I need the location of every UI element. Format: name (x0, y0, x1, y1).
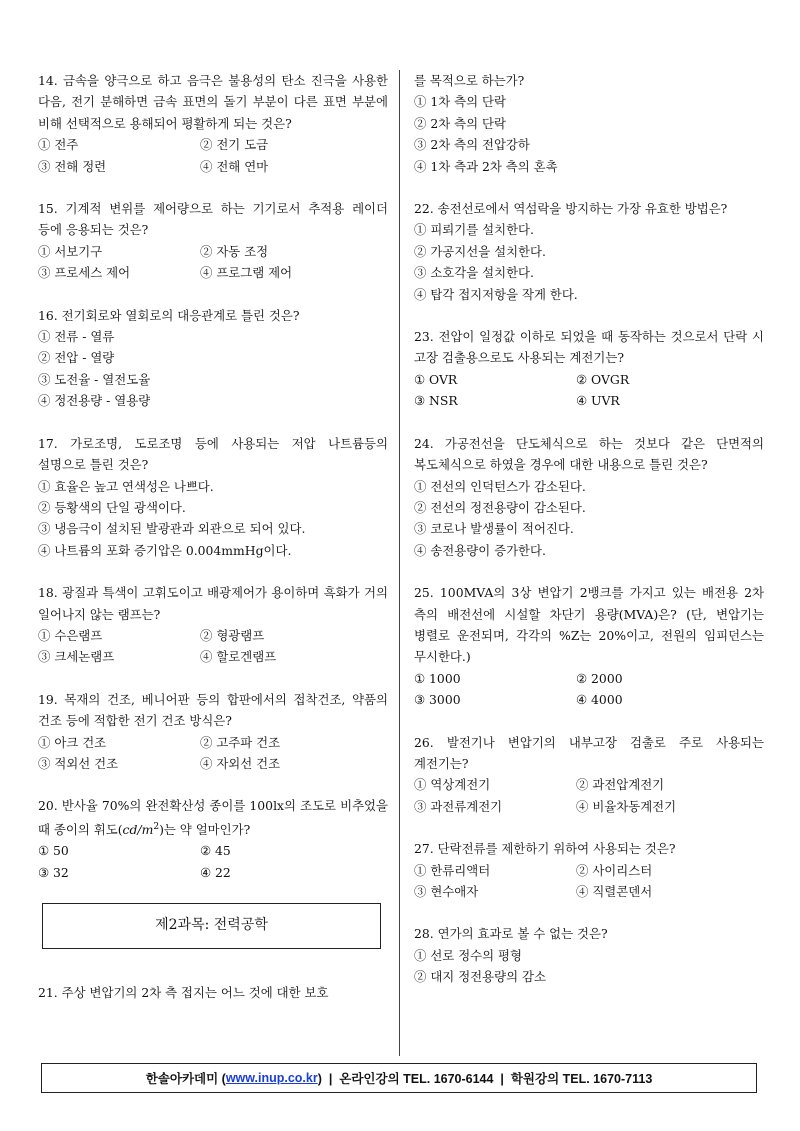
question-stem: 24. 가공전선을 단도체식으로 하는 것보다 같은 단면적의 복도체식으로 하였을 경우에 대한 내용으로 틀린 것은? (414, 435, 764, 473)
option-1[interactable]: ① 전주 (38, 137, 79, 153)
unit-exponent: 2 (153, 821, 160, 832)
option-3[interactable]: ③ 현수애자 (414, 884, 479, 899)
option-4[interactable]: ④ 1차 측과 2차 측의 혼촉 (414, 158, 558, 174)
option-1[interactable]: ① 한류리액터 (414, 862, 491, 878)
option-1[interactable]: ① OVR (414, 371, 458, 387)
question-stem: 14. 금속을 양극으로 하고 음극은 불용성의 탄소 진극을 사용한 다음, 전기 분해하면 금속 표면의 돌기 부분이 다른 표면 부분에 비해 선택적으로 용해되어 평활하게 되는 것은? (38, 73, 388, 131)
luminance-unit: cd/m (122, 821, 154, 837)
answer-options (414, 668, 764, 711)
option-3[interactable]: ③ 도전율 - 열전도율 (38, 371, 151, 387)
option-3[interactable]: ③ 전해 정련 (38, 158, 107, 174)
question-stem: 26. 발전기나 변압기의 내부고장 검출로 주로 사용되는 계전기는? (414, 734, 764, 771)
option-1[interactable]: ① 수은램프 (38, 627, 103, 643)
question-stem: 18. 광질과 특색이 고휘도이고 배광제어가 용이하며 흑화가 거의 일어나지 않는 램프는? (38, 585, 388, 622)
option-2[interactable]: ② 과전압계전기 (576, 777, 665, 793)
option-4[interactable]: ④ 정전용량 - 열용량 (38, 393, 151, 409)
footer-contact: ) | 온라인강의 TEL. 1670-6144 | 학원강의 TEL. 1670-7113 (317, 1072, 653, 1086)
page-footer (41, 1063, 757, 1093)
left-column (38, 70, 388, 1004)
option-4[interactable]: ④ 4000 (576, 692, 623, 708)
question-stem: 23. 전압이 일정값 이하로 되었을 때 동작하는 것으로서 단락 시 고장 검출용으로도 사용되는 계전기는? (414, 329, 764, 366)
question-14 (38, 70, 388, 177)
right-column (414, 70, 764, 988)
option-2[interactable]: ② 자동 조정 (200, 243, 269, 259)
answer-options (38, 476, 388, 562)
option-2[interactable]: ② 등황색의 단일 광색이다. (38, 499, 186, 515)
question-stem (38, 795, 388, 840)
option-2[interactable]: ② 2000 (576, 670, 623, 686)
option-3[interactable]: ③ 소호각을 설치한다. (414, 265, 534, 281)
question-22 (414, 198, 764, 305)
option-3[interactable]: ③ 크세논램프 (38, 649, 115, 665)
answer-options (38, 625, 388, 668)
footer-website-link[interactable]: www.inup.co.kr (225, 1071, 318, 1085)
question-28 (414, 923, 764, 987)
option-1[interactable]: ① 역상계전기 (414, 777, 491, 793)
option-3[interactable]: ③ 코로나 발생률이 적어진다. (414, 521, 574, 537)
option-2[interactable]: ② 전선의 정전용량이 감소된다. (414, 499, 586, 515)
question-16 (38, 305, 388, 412)
option-3[interactable]: ③ 냉음극이 설치된 발광관과 외관으로 되어 있다. (38, 521, 306, 537)
option-2[interactable]: ② 전압 - 열량 (38, 350, 115, 366)
question-stem: 16. 전기회로와 열회로의 대응관계로 틀린 것은? (38, 307, 300, 323)
question-26 (414, 732, 764, 818)
option-2[interactable]: ② 45 (200, 843, 231, 859)
question-21-stem-start: 21. 주상 변압기의 2차 측 접지는 어느 것에 대한 보호 (38, 985, 329, 1001)
option-1[interactable]: ① 1차 측의 단락 (414, 94, 506, 110)
answer-options (38, 326, 388, 412)
answer-options (38, 840, 388, 883)
option-3[interactable]: ③ NSR (414, 393, 458, 409)
option-2[interactable]: ② 대지 정전용량의 감소 (414, 969, 546, 985)
question-stem: 25. 100MVA의 3상 변압기 2뱅크를 가지고 있는 배전용 2차 측의 배전선에 시설할 차단기 용량(MVA)은? (단, 변압기는 병렬로 운전되며, 각각의 %Z는 20%이고, 전원의 임피던스는 무시한다.) (414, 585, 764, 665)
question-24 (414, 433, 764, 561)
option-1[interactable]: ① 아크 건조 (38, 734, 107, 750)
option-4[interactable]: ④ UVR (576, 393, 620, 409)
option-1[interactable]: ① 효율은 높고 연색성은 나쁘다. (38, 478, 214, 494)
option-4[interactable]: ④ 송전용량이 증가한다. (414, 542, 546, 558)
question-18 (38, 582, 388, 668)
answer-options (38, 732, 388, 775)
question-20 (38, 795, 388, 883)
option-2[interactable]: ② 2차 측의 단락 (414, 115, 506, 131)
answer-options (414, 774, 764, 817)
option-3[interactable]: ③ 32 (38, 864, 69, 880)
question-stem: 를 목적으로 하는가? (414, 73, 525, 88)
option-1[interactable]: ① 전선의 인덕턴스가 감소된다. (414, 478, 586, 494)
answer-options (414, 219, 764, 305)
subject-title-box (42, 903, 381, 949)
option-4[interactable]: ④ 직렬콘덴서 (576, 884, 653, 899)
question-stem: 19. 목재의 건조, 베니어판 등의 합판에서의 접착건조, 약품의 건조 등에 적합한 전기 건조 방식은? (38, 691, 388, 729)
option-3[interactable]: ③ 2차 측의 전압강하 (414, 137, 530, 153)
option-2[interactable]: ② 사이리스터 (576, 862, 653, 878)
option-4[interactable]: ④ 프로그램 제어 (200, 265, 293, 281)
option-3[interactable]: ③ 적외선 건조 (38, 755, 119, 771)
footer-org: 한솔아카데미 ( (145, 1072, 226, 1086)
option-4[interactable]: ④ 탑각 접지저항을 작게 한다. (414, 286, 578, 302)
option-2[interactable]: ② 고주파 건조 (200, 734, 281, 750)
subject-title: 제2과목: 전력공학 (155, 917, 268, 934)
option-2[interactable]: ② OVGR (576, 371, 630, 387)
option-2[interactable]: ② 형광램프 (200, 627, 265, 643)
option-4[interactable]: ④ 자외선 건조 (200, 755, 281, 771)
option-4[interactable]: ④ 비율차동계전기 (576, 798, 677, 814)
option-2[interactable]: ② 가공지선을 설치한다. (414, 243, 546, 259)
option-4[interactable]: ④ 전해 연마 (200, 158, 269, 174)
question-19 (38, 689, 388, 775)
option-1[interactable]: ① 1000 (414, 670, 461, 686)
option-1[interactable]: ① 선로 정수의 평형 (414, 947, 522, 963)
option-1[interactable]: ① 전류 - 열류 (38, 329, 115, 345)
question-15 (38, 198, 388, 284)
option-3[interactable]: ③ 과전류계전기 (414, 798, 503, 814)
answer-options (38, 134, 388, 177)
answer-options (414, 369, 764, 412)
question-stem: 28. 연가의 효과로 볼 수 없는 것은? (414, 926, 608, 942)
option-4[interactable]: ④ 할로겐램프 (200, 649, 277, 665)
stem-text-a: 20. 반사율 70%의 완전확산성 종이를 100lx의 조도로 비추었을 때 종이의 휘도( (38, 798, 388, 837)
column-divider (399, 70, 400, 1056)
question-23 (414, 326, 764, 412)
option-3[interactable]: ③ 3000 (414, 692, 461, 708)
question-25 (414, 582, 764, 710)
option-1[interactable]: ① 50 (38, 843, 69, 859)
question-stem: 17. 가로조명, 도로조명 등에 사용되는 저압 나트륨등의 설명으로 틀린 것은? (38, 435, 388, 473)
answer-options (38, 241, 388, 284)
answer-options (414, 476, 764, 562)
option-1[interactable]: ① 서보기구 (38, 243, 103, 259)
answer-options (414, 91, 764, 177)
answer-options (414, 860, 764, 903)
option-4[interactable]: ④ 22 (200, 864, 231, 880)
question-27 (414, 838, 764, 902)
question-stem: 15. 기계적 변위를 제어량으로 하는 기기로서 추적용 레이더 등에 응용되는 것은? (38, 201, 388, 238)
question-21-continued (414, 70, 764, 177)
question-17 (38, 433, 388, 561)
stem-text-b: )는 약 얼마인가? (159, 821, 251, 837)
option-4[interactable]: ④ 나트륨의 포화 증기압은 0.004mmHg이다. (38, 542, 292, 558)
answer-options (414, 945, 764, 988)
option-1[interactable]: ① 피뢰기를 설치한다. (414, 222, 534, 238)
question-stem: 22. 송전선로에서 역섬락을 방지하는 가장 유효한 방법은? (414, 201, 728, 217)
option-3[interactable]: ③ 프로세스 제어 (38, 265, 131, 281)
question-stem: 27. 단락전류를 제한하기 위하여 사용되는 것은? (414, 841, 676, 857)
option-2[interactable]: ② 전기 도금 (200, 137, 269, 153)
